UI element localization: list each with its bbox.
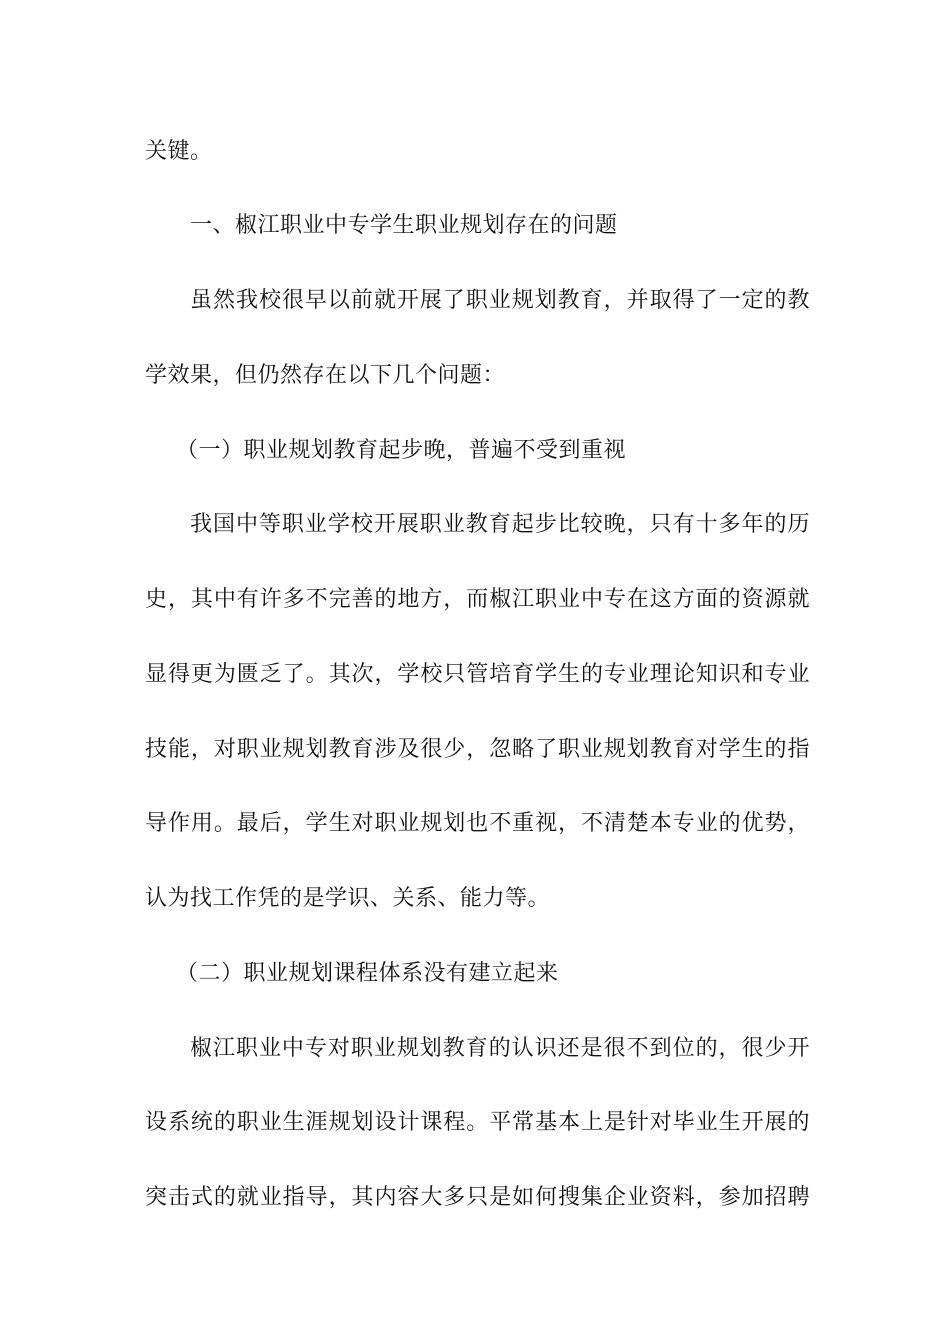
paragraph-line: 我国中等职业学校开展职业教育起步比较晚，只有十多年的历 <box>190 512 810 537</box>
paragraph-line: 椒江职业中专对职业规划教育的认识还是很不到位的，很少开 <box>190 1036 810 1061</box>
paragraph-line: 学效果，但仍然存在以下几个问题： <box>145 363 506 388</box>
subsection-heading: （二）职业规划课程体系没有建立起来 <box>176 961 559 986</box>
paragraph-line: 认为找工作凭的是学识、关系、能力等。 <box>145 886 551 911</box>
paragraph-line: 导作用。最后，学生对职业规划也不重视，不清楚本专业的优势， <box>145 811 810 836</box>
paragraph-line: 虽然我校很早以前就开展了职业规划教育，并取得了一定的教 <box>190 288 810 313</box>
paragraph-line: 突击式的就业指导，其内容大多只是如何搜集企业资料，参加招聘 <box>145 1185 810 1210</box>
section-heading: 一、椒江职业中专学生职业规划存在的问题 <box>190 213 618 238</box>
paragraph-line: 显得更为匮乏了。其次，学校只管培育学生的专业理论知识和专业 <box>145 662 810 687</box>
paragraph-line: 技能，对职业规划教育涉及很少，忽略了职业规划教育对学生的指 <box>145 737 810 762</box>
paragraph-line: 设系统的职业生涯规划设计课程。平常基本上是针对毕业生开展的 <box>145 1110 810 1135</box>
subsection-heading: （一）职业规划教育起步晚，普遍不受到重视 <box>176 438 627 463</box>
paragraph-tail-line: 关键。 <box>145 139 213 164</box>
paragraph-line: 史，其中有许多不完善的地方，而椒江职业中专在这方面的资源就 <box>145 587 810 612</box>
